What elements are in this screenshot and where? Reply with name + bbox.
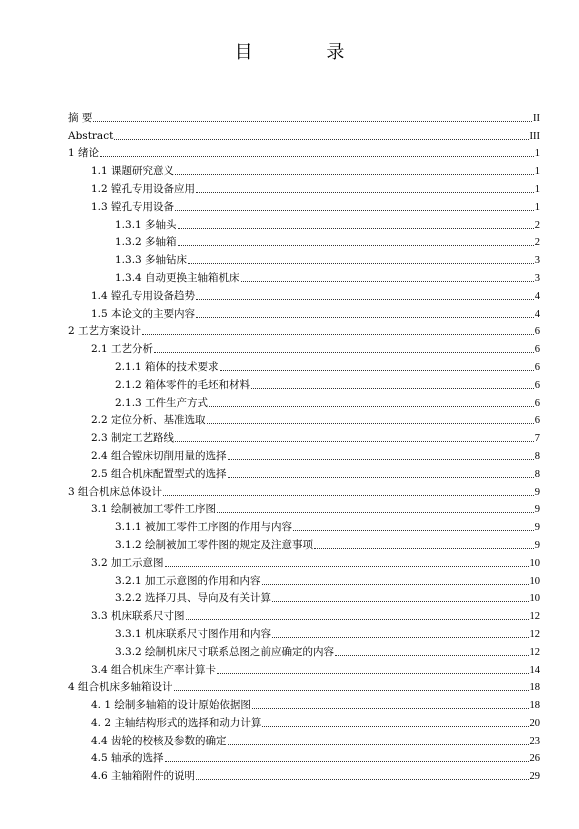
dot-leader [262, 726, 528, 727]
toc-entry-title: 3.3.2 绘制机床尺寸联系总图之前应确定的内容 [115, 645, 335, 658]
toc-entry[interactable] [68, 499, 540, 517]
toc-entry-page-number: 1 [534, 201, 540, 213]
dot-leader [178, 245, 534, 246]
dot-leader [178, 228, 534, 229]
toc-entry[interactable] [68, 196, 540, 214]
dot-leader [209, 406, 534, 407]
dot-leader [188, 263, 534, 264]
toc-entry-title: 2.4 组合镗床切削用量的选择 [91, 449, 227, 462]
toc-entry-page-number: 20 [529, 717, 540, 729]
toc-entry[interactable] [68, 125, 540, 143]
toc-entry-page-number: 2 [534, 237, 540, 249]
toc-entry-page-number: III [529, 130, 540, 142]
toc-entry[interactable] [68, 570, 540, 588]
dot-leader [241, 281, 534, 282]
toc-entry[interactable] [68, 427, 540, 445]
toc-entry[interactable] [68, 463, 540, 481]
toc-entry[interactable] [68, 107, 540, 125]
toc-entry[interactable] [68, 588, 540, 606]
toc-entry-page-number: 10 [529, 575, 540, 587]
toc-entry-title: 2.1.3 工件生产方式 [115, 396, 209, 409]
toc-entry[interactable] [68, 694, 540, 712]
toc-entry-page-number: 6 [534, 361, 540, 373]
toc-entry-title: 2.2 定位分析、基准选取 [91, 414, 206, 427]
toc-entry-title: 1.5 本论文的主要内容 [91, 307, 196, 320]
toc-entry-title: 2 工艺方案设计 [68, 325, 142, 338]
table-of-contents [68, 107, 540, 783]
toc-entry-title: 1.4 镗孔专用设备趋势 [91, 289, 196, 302]
dot-leader [251, 388, 534, 389]
toc-entry-title: 1.3.4 自动更换主轴箱机床 [115, 271, 240, 284]
toc-entry[interactable] [68, 160, 540, 178]
toc-entry-page-number: 2 [534, 219, 540, 231]
toc-entry[interactable] [68, 552, 540, 570]
toc-entry-page-number: 14 [529, 664, 540, 676]
toc-entry[interactable] [68, 748, 540, 766]
toc-entry[interactable] [68, 712, 540, 730]
toc-entry-title: 3.1 绘制被加工零件工序图 [91, 503, 217, 516]
toc-entry[interactable] [68, 214, 540, 232]
toc-entry-page-number: 6 [534, 415, 540, 427]
toc-entry-title: 1.2 镗孔专用设备应用 [91, 182, 196, 195]
toc-entry-page-number: 18 [529, 682, 540, 694]
toc-entry-title: 3.1.1 被加工零件工序图的作用与内容 [115, 521, 293, 534]
dot-leader [186, 619, 529, 620]
toc-entry-page-number: 8 [534, 450, 540, 462]
toc-entry-page-number: 1 [534, 148, 540, 160]
dot-leader [262, 584, 529, 585]
toc-entry-title: 2.1 工艺分析 [91, 343, 154, 356]
toc-entry[interactable] [68, 765, 540, 783]
toc-entry-title: 4.6 主轴箱附件的说明 [91, 770, 196, 783]
dot-leader [196, 317, 534, 318]
toc-entry[interactable] [68, 410, 540, 428]
toc-entry-page-number: 12 [529, 628, 540, 640]
toc-entry-title: 3.1.2 绘制被加工零件图的规定及注意事项 [115, 538, 314, 551]
dot-leader [196, 779, 528, 780]
dot-leader [335, 655, 528, 656]
dot-leader [220, 370, 534, 371]
dot-leader [114, 139, 528, 140]
toc-entry[interactable] [68, 730, 540, 748]
toc-entry[interactable] [68, 232, 540, 250]
dot-leader [175, 441, 534, 442]
toc-entry-title: 1.3 镗孔专用设备 [91, 200, 175, 213]
toc-entry[interactable] [68, 516, 540, 534]
toc-entry-page-number: 10 [529, 593, 540, 605]
toc-entry[interactable] [68, 267, 540, 285]
toc-entry-title: 摘 要 [68, 111, 93, 124]
toc-entry[interactable] [68, 534, 540, 552]
toc-entry-page-number: 9 [534, 522, 540, 534]
dot-leader [196, 192, 534, 193]
toc-entry-page-number: 6 [534, 379, 540, 391]
toc-entry-page-number: 26 [529, 753, 540, 765]
toc-entry-page-number: 6 [534, 397, 540, 409]
toc-entry-title: 2.1.1 箱体的技术要求 [115, 360, 219, 373]
dot-leader [207, 423, 534, 424]
toc-entry[interactable] [68, 605, 540, 623]
toc-entry[interactable] [68, 445, 540, 463]
dot-leader [228, 477, 534, 478]
toc-entry-page-number: 4 [534, 290, 540, 302]
toc-entry[interactable] [68, 303, 540, 321]
dot-leader [93, 121, 532, 122]
toc-entry-title: 4 组合机床多轴箱设计 [68, 681, 173, 694]
toc-entry-page-number: 6 [534, 344, 540, 356]
dot-leader [196, 299, 534, 300]
dot-leader [165, 566, 529, 567]
toc-entry[interactable] [68, 338, 540, 356]
dot-leader [100, 156, 534, 157]
toc-entry-page-number: 18 [529, 700, 540, 712]
toc-entry[interactable] [68, 356, 540, 374]
dot-leader [175, 210, 534, 211]
toc-entry-page-number: 7 [534, 433, 540, 445]
toc-entry-title: 4.4 齿轮的校核及参数的确定 [91, 734, 227, 747]
toc-entry-page-number: 1 [534, 166, 540, 178]
toc-entry-page-number: II [533, 112, 540, 124]
toc-entry[interactable] [68, 374, 540, 392]
toc-entry-title: 4. 1 绘制多轴箱的设计原始依据图 [91, 699, 251, 712]
dot-leader [314, 548, 534, 549]
dot-leader [217, 512, 534, 513]
toc-entry[interactable] [68, 321, 540, 339]
toc-entry[interactable] [68, 392, 540, 410]
toc-entry-page-number: 4 [534, 308, 540, 320]
toc-entry-page-number: 9 [534, 504, 540, 516]
toc-entry-page-number: 9 [534, 539, 540, 551]
toc-entry-page-number: 3 [534, 255, 540, 267]
toc-entry[interactable] [68, 178, 540, 196]
dot-leader [293, 530, 534, 531]
dot-leader [163, 495, 534, 496]
toc-entry-title: 1.3.1 多轴头 [115, 218, 177, 231]
toc-entry-title: 2.5 组合机床配置型式的选择 [91, 467, 227, 480]
toc-entry-title: 3.2.2 选择刀具、导向及有关计算 [115, 592, 272, 605]
toc-entry-title: 2.1.2 箱体零件的毛坯和材料 [115, 378, 251, 391]
dot-leader [142, 334, 534, 335]
toc-entry-title: 3.2 加工示意图 [91, 556, 164, 569]
dot-leader [272, 601, 528, 602]
toc-entry-title: 3.3 机床联系尺寸图 [91, 610, 185, 623]
dot-leader [174, 690, 529, 691]
toc-entry-page-number: 29 [529, 771, 540, 783]
toc-entry-title: 1.3.3 多轴钻床 [115, 254, 188, 267]
toc-entry-page-number: 12 [529, 611, 540, 623]
toc-entry-page-number: 8 [534, 468, 540, 480]
toc-entry-title: 4. 2 主轴结构形式的选择和动力计算 [91, 716, 262, 729]
toc-entry[interactable] [68, 659, 540, 677]
dot-leader [252, 708, 529, 709]
page-title: 目 录 [234, 42, 379, 63]
toc-entry-title: 3.2.1 加工示意图的作用和内容 [115, 574, 261, 587]
toc-entry-page-number: 10 [529, 557, 540, 569]
toc-entry-title: 2.3 制定工艺路线 [91, 432, 175, 445]
toc-entry-page-number: 3 [534, 272, 540, 284]
toc-entry[interactable] [68, 285, 540, 303]
toc-entry[interactable] [68, 623, 540, 641]
toc-entry-page-number: 6 [534, 326, 540, 338]
toc-entry-title: Abstract [68, 129, 114, 142]
toc-entry[interactable] [68, 677, 540, 695]
toc-entry-title: 1 绪论 [68, 147, 100, 160]
toc-entry-page-number: 9 [534, 486, 540, 498]
toc-entry[interactable] [68, 143, 540, 161]
toc-entry-page-number: 23 [529, 735, 540, 747]
toc-entry[interactable] [68, 481, 540, 499]
toc-entry-title: 3.4 组合机床生产率计算卡 [91, 663, 217, 676]
dot-leader [272, 637, 528, 638]
dot-leader [228, 744, 529, 745]
toc-entry[interactable] [68, 641, 540, 659]
toc-entry-page-number: 1 [534, 183, 540, 195]
dot-leader [217, 673, 528, 674]
dot-leader [154, 352, 534, 353]
toc-entry-title: 1.1 课题研究意义 [91, 165, 175, 178]
toc-entry-title: 3 组合机床总体设计 [68, 485, 163, 498]
toc-entry-title: 3.3.1 机床联系尺寸图作用和内容 [115, 627, 272, 640]
dot-leader [175, 174, 534, 175]
dot-leader [228, 459, 534, 460]
toc-entry-page-number: 12 [529, 646, 540, 658]
toc-entry-title: 1.3.2 多轴箱 [115, 236, 177, 249]
dot-leader [165, 761, 529, 762]
toc-entry[interactable] [68, 249, 540, 267]
toc-entry-title: 4.5 轴承的选择 [91, 752, 164, 765]
